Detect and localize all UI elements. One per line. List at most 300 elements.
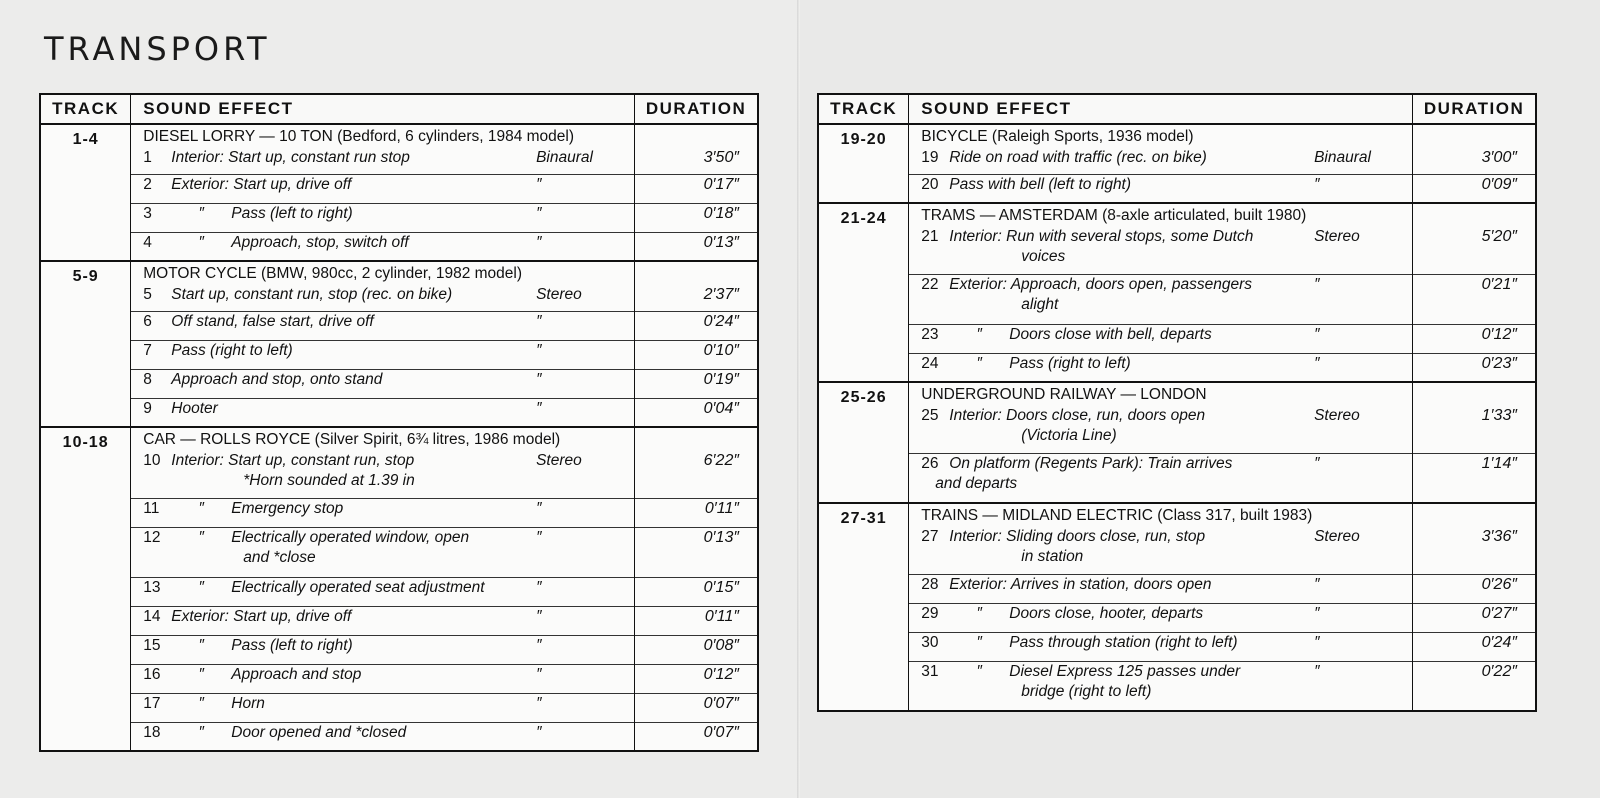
recording-type: Stereo <box>536 285 582 303</box>
recording-type: ″ <box>536 694 542 712</box>
effect-description: Interior: Start up, constant run stop <box>171 148 410 166</box>
duration-value: 0′26″ <box>1481 575 1517 593</box>
table-row <box>40 664 758 693</box>
effect-line <box>921 575 1404 596</box>
effect-description: Pass with bell (left to right) <box>949 175 1132 193</box>
effect-description: Exterior: Start up, drive off <box>171 175 352 193</box>
recording-type: ″ <box>536 341 542 359</box>
effect-line <box>921 454 1404 475</box>
recording-type: ″ <box>536 312 542 330</box>
sound-effect-cell <box>131 427 635 498</box>
recording-type: ″ <box>536 399 542 417</box>
duration-value: 0′08″ <box>703 636 739 654</box>
ditto-mark: ″ <box>198 694 205 712</box>
item-number: 14 <box>143 607 161 625</box>
recording-type: Stereo <box>536 451 582 469</box>
duration-cell <box>1413 661 1536 711</box>
sound-effect-cell <box>131 498 635 527</box>
effect-continuation: voices <box>1021 248 1066 265</box>
effect-line <box>143 399 626 420</box>
table-row <box>40 606 758 635</box>
item-number: 10 <box>143 451 161 469</box>
sound-effects-table-left <box>39 93 759 752</box>
duration-cell <box>635 369 758 398</box>
effect-description: Start up, constant run, stop (rec. on bike) <box>171 285 453 303</box>
sound-effect-cell <box>131 311 635 340</box>
sound-effect-cell <box>131 340 635 369</box>
table-row <box>40 124 758 174</box>
sound-effect-cell <box>909 353 1413 382</box>
ditto-mark: ″ <box>198 233 205 251</box>
duration-cell <box>1413 632 1536 661</box>
effect-line <box>143 665 626 686</box>
recording-type: ″ <box>536 499 542 517</box>
effect-description: ″ Pass through station (right to left) <box>949 633 1314 654</box>
ditto-mark: ″ <box>976 354 983 372</box>
effect-line <box>921 354 1404 375</box>
effect-description: Interior: Start up, constant run, stop <box>171 451 415 469</box>
table-row <box>40 203 758 232</box>
ditto-mark: ″ <box>976 325 983 343</box>
duration-value: 0′23″ <box>1481 354 1517 372</box>
sound-effect-cell <box>131 369 635 398</box>
duration-cell <box>635 664 758 693</box>
item-number: 9 <box>143 399 152 417</box>
effect-description: ″ Horn <box>171 694 536 715</box>
duration-header: DURATION <box>1413 94 1536 124</box>
recording-type: ″ <box>1314 662 1320 680</box>
effect-line <box>921 275 1404 296</box>
item-number: 11 <box>143 499 160 517</box>
sound-effect-cell <box>909 124 1413 174</box>
table-row <box>40 340 758 369</box>
effect-description: Hooter <box>171 399 218 417</box>
effect-continuation: and departs <box>935 475 1018 492</box>
sound-effect-cell <box>909 574 1413 603</box>
table-row <box>40 693 758 722</box>
recording-type: ″ <box>1314 275 1320 293</box>
recording-type: Stereo <box>1314 406 1360 424</box>
effect-description: ″ Doors close, hooter, departs <box>949 604 1314 625</box>
effect-line <box>921 406 1404 427</box>
item-number: 29 <box>921 604 939 622</box>
effect-description: ″ Pass (left to right) <box>171 636 536 657</box>
ditto-mark: ″ <box>198 499 205 517</box>
item-number: 30 <box>921 633 939 651</box>
effect-continuation: bridge (right to left) <box>1021 683 1152 700</box>
duration-cell <box>635 498 758 527</box>
sound-effect-cell <box>909 453 1413 503</box>
recording-type: Stereo <box>1314 227 1360 245</box>
item-number: 17 <box>143 694 161 712</box>
track-number: 1-4 <box>40 124 131 261</box>
item-number: 20 <box>921 175 939 193</box>
effect-line <box>921 662 1404 683</box>
duration-value: 0′07″ <box>703 723 739 741</box>
effect-line <box>143 175 626 196</box>
table-row <box>40 498 758 527</box>
recording-type: ″ <box>536 578 542 596</box>
duration-cell <box>1413 274 1536 324</box>
duration-value: 0′10″ <box>703 341 739 359</box>
effect-description: Exterior: Start up, drive off <box>171 607 352 625</box>
ditto-mark: ″ <box>198 528 205 546</box>
ditto-mark: ″ <box>976 604 983 622</box>
effect-line <box>143 694 626 715</box>
recording-type: Stereo <box>1314 527 1360 545</box>
sound-effect-cell <box>131 635 635 664</box>
table-row <box>818 174 1536 203</box>
effect-description: Exterior: Approach, doors open, passengers <box>949 275 1252 293</box>
effect-description: ″ Approach and stop <box>171 665 536 686</box>
effect-description: Exterior: Arrives in station, doors open <box>949 575 1212 593</box>
effect-description: ″ Door opened and *closed <box>171 723 536 744</box>
sound-effect-cell <box>909 603 1413 632</box>
ditto-mark: ″ <box>198 636 205 654</box>
track-header: TRACK <box>818 94 909 124</box>
sound-effect-cell <box>131 527 635 577</box>
duration-cell <box>635 693 758 722</box>
duration-value: 0′24″ <box>703 312 739 330</box>
item-number: 4 <box>143 233 152 251</box>
table-row <box>818 603 1536 632</box>
duration-cell <box>1413 203 1536 274</box>
table-row <box>40 635 758 664</box>
effect-continuation: in station <box>1021 548 1084 565</box>
effect-line <box>143 233 626 254</box>
table-row <box>40 232 758 261</box>
duration-cell <box>635 203 758 232</box>
effect-line <box>921 175 1404 196</box>
heading-spacer <box>635 428 739 451</box>
effect-line <box>143 636 626 657</box>
heading-spacer <box>1413 504 1517 527</box>
duration-cell <box>635 606 758 635</box>
duration-value: 0′19″ <box>703 370 739 388</box>
duration-value: 0′11″ <box>704 607 739 625</box>
duration-value: 0′17″ <box>703 175 739 193</box>
duration-cell <box>635 427 758 498</box>
effect-continuation: (Victoria Line) <box>1021 427 1117 444</box>
duration-cell <box>635 261 758 311</box>
recording-type: Binaural <box>536 148 593 166</box>
effect-description: Ride on road with traffic (rec. on bike) <box>949 148 1207 166</box>
table-row <box>40 398 758 427</box>
effect-line <box>921 148 1404 169</box>
item-number: 8 <box>143 370 152 388</box>
recording-type: ″ <box>536 636 542 654</box>
duration-value: 1′33″ <box>1481 406 1517 424</box>
heading-spacer <box>1413 204 1517 227</box>
sound-effect-cell <box>909 382 1413 453</box>
effect-line <box>143 607 626 628</box>
sound-effect-cell <box>131 398 635 427</box>
item-number: 3 <box>143 204 152 222</box>
track-number: 21-24 <box>818 203 909 382</box>
duration-value: 0′13″ <box>703 233 739 251</box>
table-row <box>40 174 758 203</box>
group-heading: TRAINS — MIDLAND ELECTRIC (Class 317, built 1983) <box>921 507 1313 524</box>
sound-effects-table-right <box>817 93 1537 712</box>
duration-cell <box>635 174 758 203</box>
item-number: 18 <box>143 723 161 741</box>
table-row <box>818 324 1536 353</box>
item-number: 22 <box>921 275 939 293</box>
item-number: 21 <box>921 227 939 245</box>
item-number: 25 <box>921 406 939 424</box>
table-row <box>818 632 1536 661</box>
item-number: 2 <box>143 175 152 193</box>
ditto-mark: ″ <box>198 204 205 222</box>
duration-cell <box>1413 124 1536 174</box>
effect-description: ″ Emergency stop <box>171 499 536 520</box>
effect-description: Pass (right to left) <box>171 341 293 359</box>
duration-cell <box>635 577 758 606</box>
duration-value: 0′11″ <box>704 499 739 517</box>
duration-value: 0′07″ <box>703 694 739 712</box>
duration-cell <box>635 311 758 340</box>
heading-spacer <box>635 262 739 285</box>
recording-type: ″ <box>536 204 542 222</box>
effect-line <box>921 604 1404 625</box>
effect-description: Interior: Run with several stops, some Dutch <box>949 227 1254 245</box>
sound-effect-cell <box>909 503 1413 574</box>
duration-value: 0′12″ <box>703 665 739 683</box>
ditto-mark: ″ <box>198 723 205 741</box>
table-row <box>40 369 758 398</box>
recording-type: Binaural <box>1314 148 1371 166</box>
recording-type: ″ <box>1314 575 1320 593</box>
item-number: 13 <box>143 578 161 596</box>
sound-effect-cell <box>131 124 635 174</box>
duration-value: 3′50″ <box>703 148 739 166</box>
duration-value: 3′00″ <box>1481 148 1517 166</box>
effect-line <box>143 370 626 391</box>
ditto-mark: ″ <box>198 665 205 683</box>
recording-type: ″ <box>536 528 542 546</box>
effect-line <box>921 325 1404 346</box>
duration-cell <box>1413 574 1536 603</box>
effect-description: ″ Electrically operated window, open <box>171 528 536 549</box>
duration-value: 2′37″ <box>703 285 739 303</box>
sound-effect-cell <box>909 203 1413 274</box>
table-row <box>818 203 1536 274</box>
track-header: TRACK <box>40 94 131 124</box>
duration-value: 3′36″ <box>1481 527 1517 545</box>
sound-effect-cell <box>131 232 635 261</box>
sound-effect-cell <box>131 693 635 722</box>
sound-effect-cell <box>131 203 635 232</box>
effect-description: ″ Doors close with bell, departs <box>949 325 1314 346</box>
table-row <box>40 427 758 498</box>
effect-line <box>921 633 1404 654</box>
duration-cell <box>635 124 758 174</box>
item-number: 26 <box>921 454 939 472</box>
recording-type: ″ <box>1314 633 1320 651</box>
effect-description: Off stand, false start, drive off <box>171 312 374 330</box>
duration-cell <box>635 398 758 427</box>
effect-line <box>143 341 626 362</box>
duration-cell <box>1413 324 1536 353</box>
duration-value: 0′04″ <box>703 399 739 417</box>
duration-value: 0′15″ <box>703 578 739 596</box>
duration-value: 0′24″ <box>1481 633 1517 651</box>
track-number: 27-31 <box>818 503 909 711</box>
duration-value: 0′13″ <box>703 528 739 546</box>
track-number: 19-20 <box>818 124 909 203</box>
table-row <box>818 453 1536 503</box>
effect-continuation: alight <box>1021 296 1059 313</box>
duration-cell <box>1413 603 1536 632</box>
table-row <box>40 577 758 606</box>
track-number: 10-18 <box>40 427 131 751</box>
item-number: 23 <box>921 325 939 343</box>
table-row <box>818 661 1536 711</box>
duration-value: 5′20″ <box>1481 227 1517 245</box>
sound-effect-cell <box>131 577 635 606</box>
effect-description: ″ Approach, stop, switch off <box>171 233 536 254</box>
item-number: 27 <box>921 527 939 545</box>
duration-value: 0′22″ <box>1481 662 1517 680</box>
sound-effect-header: SOUND EFFECT <box>909 94 1413 124</box>
effect-description: ″ Pass (left to right) <box>171 204 536 225</box>
duration-cell <box>1413 353 1536 382</box>
sound-effect-cell <box>131 722 635 751</box>
table-row <box>40 311 758 340</box>
table-row <box>818 382 1536 453</box>
table-row <box>818 124 1536 174</box>
recording-type: ″ <box>536 665 542 683</box>
sound-effect-cell <box>909 632 1413 661</box>
item-number: 7 <box>143 341 152 359</box>
group-heading: MOTOR CYCLE (BMW, 980cc, 2 cylinder, 1982 model) <box>143 265 523 282</box>
group-heading: BICYCLE (Raleigh Sports, 1936 model) <box>921 128 1194 145</box>
page-title: TRANSPORT <box>44 30 271 68</box>
item-number: 6 <box>143 312 152 330</box>
duration-cell <box>635 635 758 664</box>
table-row <box>40 527 758 577</box>
sound-effect-cell <box>909 174 1413 203</box>
duration-cell <box>635 340 758 369</box>
sound-effect-cell <box>909 274 1413 324</box>
effect-description: On platform (Regents Park): Train arrives <box>949 454 1233 472</box>
recording-type: ″ <box>1314 604 1320 622</box>
effect-line <box>143 528 626 549</box>
recording-type: ″ <box>536 607 542 625</box>
item-number: 5 <box>143 285 152 303</box>
item-number: 1 <box>143 148 152 166</box>
table-row <box>818 503 1536 574</box>
duration-value: 6′22″ <box>703 451 739 469</box>
duration-value: 0′09″ <box>1481 175 1517 193</box>
duration-cell <box>635 527 758 577</box>
group-heading: UNDERGROUND RAILWAY — LONDON <box>921 386 1207 403</box>
recording-type: ″ <box>1314 325 1320 343</box>
table-row <box>40 722 758 751</box>
sound-effect-cell <box>909 661 1413 711</box>
duration-value: 0′21″ <box>1481 275 1517 293</box>
sound-effect-cell <box>131 174 635 203</box>
effect-line <box>921 227 1404 248</box>
duration-cell <box>1413 453 1536 503</box>
effect-line <box>143 499 626 520</box>
effect-line <box>143 204 626 225</box>
effect-line <box>143 723 626 744</box>
recording-type: ″ <box>1314 175 1320 193</box>
effect-line <box>143 312 626 333</box>
track-number: 25-26 <box>818 382 909 503</box>
effect-description: ″ Diesel Express 125 passes under <box>949 662 1314 683</box>
heading-spacer <box>1413 125 1517 148</box>
ditto-mark: ″ <box>198 578 205 596</box>
sound-effect-cell <box>909 324 1413 353</box>
ditto-mark: ″ <box>976 662 983 680</box>
effect-continuation: and *close <box>243 549 316 566</box>
item-number: 15 <box>143 636 161 654</box>
effect-line <box>143 578 626 599</box>
track-number: 5-9 <box>40 261 131 427</box>
duration-value: 0′18″ <box>703 204 739 222</box>
group-heading: CAR — ROLLS ROYCE (Silver Spirit, 6¾ litres, 1986 model) <box>143 431 561 448</box>
duration-value: 1′14″ <box>1481 454 1517 472</box>
heading-spacer <box>1413 383 1517 406</box>
heading-spacer <box>635 125 739 148</box>
duration-header: DURATION <box>635 94 758 124</box>
duration-cell <box>1413 382 1536 453</box>
effect-line <box>143 285 626 306</box>
sound-effect-header: SOUND EFFECT <box>131 94 635 124</box>
effect-description: Interior: Doors close, run, doors open <box>949 406 1206 424</box>
item-number: 19 <box>921 148 939 166</box>
recording-type: ″ <box>1314 454 1320 472</box>
ditto-mark: ″ <box>976 633 983 651</box>
right-page <box>800 0 1600 798</box>
effect-description: ″ Pass (right to left) <box>949 354 1314 375</box>
effect-description: Approach and stop, onto stand <box>171 370 383 388</box>
item-number: 24 <box>921 354 939 372</box>
sound-effect-cell <box>131 606 635 635</box>
effect-line <box>143 451 626 472</box>
recording-type: ″ <box>536 175 542 193</box>
recording-type: ″ <box>536 233 542 251</box>
item-number: 16 <box>143 665 161 683</box>
recording-type: ″ <box>536 370 542 388</box>
duration-value: 0′27″ <box>1481 604 1517 622</box>
duration-cell <box>1413 503 1536 574</box>
effect-line <box>143 148 626 169</box>
duration-cell <box>635 232 758 261</box>
item-number: 28 <box>921 575 939 593</box>
duration-cell <box>635 722 758 751</box>
effect-line <box>921 527 1404 548</box>
group-heading: TRAMS — AMSTERDAM (8-axle articulated, built 1980) <box>921 207 1307 224</box>
group-heading: DIESEL LORRY — 10 TON (Bedford, 6 cylinders, 1984 model) <box>143 128 575 145</box>
sound-effect-cell <box>131 261 635 311</box>
effect-continuation: *Horn sounded at 1.39 in <box>243 472 415 489</box>
effect-description: Interior: Sliding doors close, run, stop <box>949 527 1206 545</box>
duration-cell <box>1413 174 1536 203</box>
recording-type: ″ <box>1314 354 1320 372</box>
recording-type: ″ <box>536 723 542 741</box>
table-row <box>818 353 1536 382</box>
sound-effect-cell <box>131 664 635 693</box>
duration-value: 0′12″ <box>1481 325 1517 343</box>
table-row <box>818 574 1536 603</box>
item-number: 31 <box>921 662 939 680</box>
effect-description: ″ Electrically operated seat adjustment <box>171 578 536 599</box>
item-number: 12 <box>143 528 161 546</box>
table-row <box>40 261 758 311</box>
